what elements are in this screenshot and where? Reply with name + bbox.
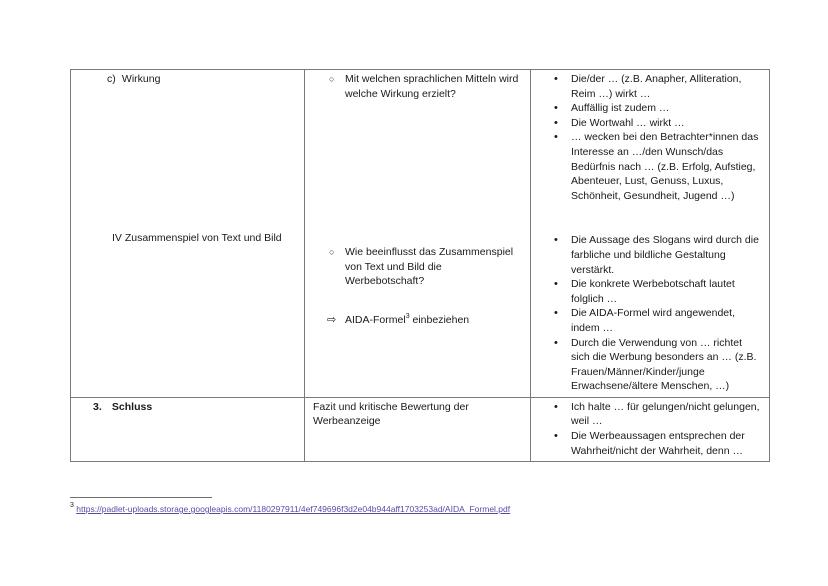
circle-bullet-icon: ○ — [329, 247, 335, 258]
list-item: • … wecken bei den Betrachter*innen das Interesse an …/den Wunsch/das Bedürfnis nach … (z.B. Erfolg, Aufstieg, Abenteuer, Lust, Genuss, Luxus, Schönheit, Gesundheit, Jugend …) — [571, 130, 761, 203]
aida-hint — [313, 313, 522, 328]
phrase-list-schluss — [539, 400, 761, 458]
list-item: • Die konkrete Werbebotschaft lautet folglich … — [571, 277, 761, 306]
footnote-separator — [70, 497, 212, 498]
footnote — [70, 504, 510, 514]
list-item: • Die/der … (z.B. Anapher, Alliteration, Reim …) wirkt … — [571, 72, 761, 101]
list-item: • Durch die Verwendung von … richtet sich die Werbung besonders an … (z.B. Frauen/Männer/Kinder/junge Erwachsene/ältere Menschen, …) — [571, 336, 761, 394]
phrase-list-wirkung — [539, 72, 761, 203]
schluss-task: Fazit und kritische Bewertung der Werbeanzeige — [313, 400, 469, 428]
list-item: • Die AIDA-Formel wird angewendet, indem … — [571, 306, 761, 335]
item-c-marker: c) — [107, 73, 116, 85]
table-row — [71, 70, 770, 398]
item-c-label: Wirkung — [121, 73, 161, 85]
list-item: • Ich halte … für gelungen/nicht gelungen, weil … — [571, 400, 761, 429]
question-cell — [305, 70, 531, 398]
phrases-cell — [531, 70, 770, 398]
aida-hint-text: AIDA-Formel — [345, 313, 406, 326]
question-1 — [313, 72, 522, 101]
section-iv-label: IV Zusammenspiel von Text und Bild — [112, 231, 282, 244]
phrases-cell — [531, 397, 770, 461]
aida-hint-tail: einbeziehen — [409, 313, 470, 326]
criteria-cell — [71, 70, 305, 398]
circle-bullet-icon: ○ — [329, 74, 335, 84]
question-2 — [313, 245, 522, 289]
section-number: 3. — [93, 400, 102, 413]
arrow-right-icon: ⇨ — [327, 313, 337, 326]
phrase-list-zusammenspiel — [539, 233, 761, 394]
question-cell — [305, 397, 531, 461]
question-1-text: Mit welchen sprachlichen Mitteln wird welche Wirkung erzielt? — [345, 73, 519, 100]
footnote-link[interactable]: https://padlet-uploads.storage.googleapis.com/1180297911/4ef749696f3d2e04b944aff1703253ad/AIDA_Formel.pdf — [76, 504, 511, 514]
footnote-number: 3 — [70, 502, 74, 509]
list-item: • Die Wortwahl … wirkt … — [571, 116, 761, 131]
section-title: Schluss — [111, 400, 153, 413]
list-item: • Auffällig ist zudem … — [571, 101, 761, 116]
analysis-table — [70, 69, 770, 462]
item-c — [79, 72, 296, 87]
list-item: • Die Aussage des Slogans wird durch die farbliche und bildliche Gestaltung verstärkt. — [571, 233, 761, 277]
criteria-cell — [71, 397, 305, 461]
list-item: • Die Werbeaussagen entsprechen der Wahrheit/nicht der Wahrheit, denn … — [571, 429, 761, 458]
section-schluss-heading — [79, 400, 296, 415]
table-row — [71, 397, 770, 461]
question-2-text: Wie beeinflusst das Zusammenspiel von Text und Bild die Werbebotschaft? — [345, 246, 514, 288]
footnote-ref[interactable]: 3 — [405, 312, 410, 320]
